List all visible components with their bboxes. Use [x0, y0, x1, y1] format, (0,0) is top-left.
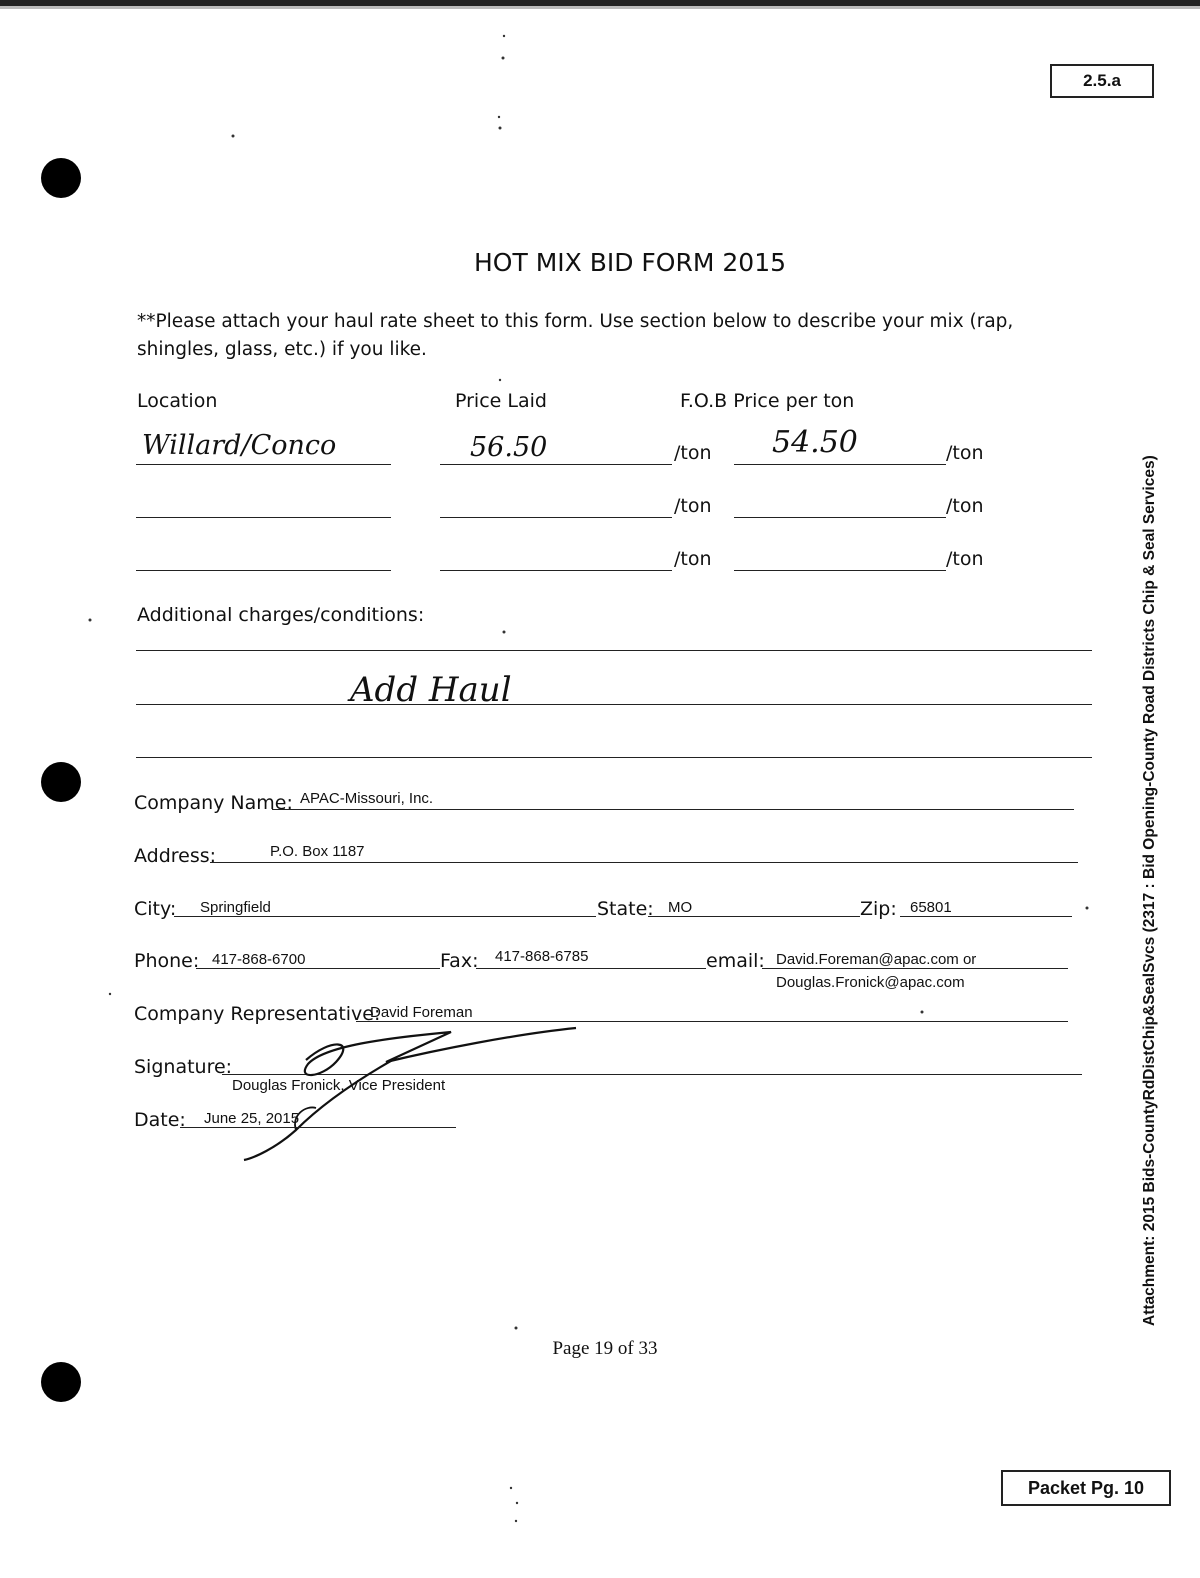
- fob-unit-2: /ton: [946, 495, 984, 517]
- state-value[interactable]: MO: [668, 899, 693, 916]
- signer-name-title: Douglas Fronick, Vice President: [232, 1077, 446, 1094]
- price-laid-value-1[interactable]: 56.50: [470, 432, 548, 463]
- fob-unit-3: /ton: [946, 548, 984, 570]
- attachment-sidebar: Attachment: 2015 Bids-CountyRdDistChip&SealSvcs (2317 : Bid Opening-County Road Districts Chip & Seal Services): [1141, 455, 1158, 1326]
- instructions: **Please attach your haul rate sheet to this form. Use section below to describe your mix (rap, shingles, glass, etc.) if you like.: [137, 311, 1014, 360]
- representative-label: Company Representative:: [134, 1003, 381, 1025]
- fax-label: Fax:: [440, 950, 479, 972]
- zip-value[interactable]: 65801: [910, 899, 952, 916]
- fob-price-header: F.O.B Price per ton: [680, 390, 855, 412]
- price-laid-unit-3: /ton: [674, 548, 712, 570]
- date-value[interactable]: June 25, 2015: [204, 1110, 300, 1127]
- company-name-value[interactable]: APAC-Missouri, Inc.: [300, 790, 434, 807]
- additional-charges-label: Additional charges/conditions:: [137, 604, 425, 626]
- city-value[interactable]: Springfield: [200, 899, 271, 916]
- page-number: Page 19 of 33: [552, 1338, 658, 1359]
- address-value[interactable]: P.O. Box 1187: [270, 843, 365, 860]
- phone-value[interactable]: 417-868-6700: [212, 951, 306, 968]
- fob-value-1[interactable]: 54.50: [772, 425, 858, 460]
- email-label: email:: [706, 950, 765, 972]
- email-value-2[interactable]: Douglas.Fronick@apac.com: [776, 974, 965, 991]
- location-value-1[interactable]: Willard/Conco: [142, 430, 337, 461]
- fax-value[interactable]: 417-868-6785: [495, 948, 589, 965]
- email-value-1[interactable]: David.Foreman@apac.com or: [776, 951, 977, 968]
- city-label: City:: [134, 898, 177, 920]
- signature-label: Signature:: [134, 1056, 233, 1078]
- location-header: Location: [137, 390, 218, 412]
- state-label: State:: [597, 898, 654, 920]
- document-code: 2.5.a: [1083, 71, 1121, 90]
- fob-unit-1: /ton: [946, 442, 984, 464]
- company-name-label: Company Name:: [134, 792, 293, 814]
- additional-charges-value[interactable]: Add Haul: [350, 670, 512, 710]
- address-label: Address:: [134, 845, 217, 867]
- form-title: HOT MIX BID FORM 2015: [474, 248, 786, 277]
- phone-label: Phone:: [134, 950, 200, 972]
- price-laid-unit-1: /ton: [674, 442, 712, 464]
- zip-label: Zip:: [860, 898, 897, 920]
- price-laid-header: Price Laid: [455, 390, 547, 412]
- price-laid-unit-2: /ton: [674, 495, 712, 517]
- date-label: Date:: [134, 1109, 186, 1131]
- representative-value[interactable]: David Foreman: [370, 1004, 473, 1021]
- packet-page: Packet Pg. 10: [1027, 1478, 1145, 1498]
